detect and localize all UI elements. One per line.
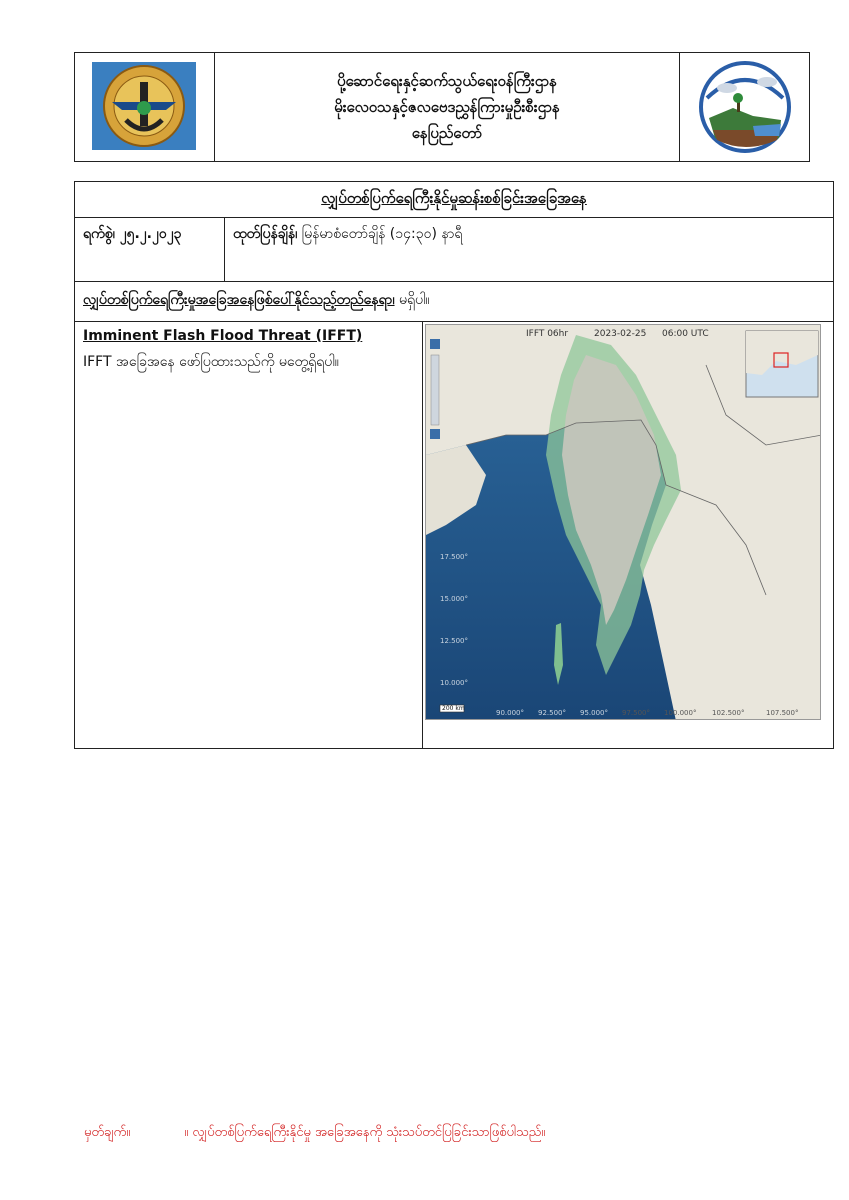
ifft-description-cell	[75, 322, 423, 748]
header-titles	[215, 53, 679, 161]
note-text: ။ လျှပ်တစ်ပြက်ရေကြီးနိုင်မှု အခြေအနေကို သုံးသပ်တင်ပြခြင်းသာဖြစ်ပါသည်။	[184, 1125, 546, 1140]
location-label: လျှပ်တစ်ပြက်ရေကြီးမှုအခြေအနေဖြစ်ပေါ်နိုင်သည့်တည်နေရာ၊	[83, 292, 395, 308]
ifft-row	[75, 322, 833, 748]
report-table	[74, 181, 834, 749]
issue-time-label: ထုတ်ပြန်ချိန်၊	[233, 226, 298, 242]
scale-bar-label: 200 km	[442, 705, 465, 712]
lon-tick: 97.500°	[622, 709, 650, 717]
lat-tick: 15.000°	[440, 595, 468, 603]
lon-tick: 107.500°	[766, 709, 799, 717]
report-title-row	[75, 182, 833, 218]
ifft-map	[425, 324, 821, 720]
city-name: နေပြည်တော်	[411, 124, 483, 142]
lon-tick: 90.000°	[496, 709, 524, 717]
map-layer-label: IFFT 06hr	[526, 329, 569, 339]
lon-tick: 102.500°	[712, 709, 745, 717]
ifft-map-graphic	[426, 325, 821, 720]
date-label: ရက်စွဲ၊	[83, 226, 115, 242]
department-name: မိုးလေဝသနှင့်ဇလဗေဒညွှန်ကြားမှုဦးစီးဌာန	[334, 98, 560, 116]
location-value: မရှိပါ။	[398, 292, 430, 308]
date-value: ၂၅.၂.၂၀၂၃	[119, 226, 182, 242]
hydrological-cycle-icon	[693, 58, 797, 156]
lon-tick: 92.500°	[538, 709, 566, 717]
ifft-map-cell	[423, 322, 833, 748]
map-time-label: 06:00 UTC	[662, 329, 709, 339]
lon-tick: 100.000°	[664, 709, 697, 717]
lat-tick: 12.500°	[440, 637, 468, 645]
issue-time-value: မြန်မာစံတော်ချိန် (၁၄:၃၀) နာရီ	[301, 226, 463, 242]
date-cell	[75, 218, 225, 281]
ministry-name: ပို့ဆောင်ရေးနှင့်ဆက်သွယ်ရေးဝန်ကြီးဌာန	[337, 72, 557, 90]
ifft-text: IFFT အခြေအနေ ဖော်ပြထားသည်ကို မတွေ့ရှိရပါ။	[83, 354, 339, 370]
department-seal-icon	[92, 62, 196, 150]
note-label: မှတ်ချက်။	[84, 1125, 131, 1140]
left-logo-cell	[75, 53, 215, 161]
footer-note	[84, 1124, 804, 1143]
lat-tick: 17.500°	[440, 553, 468, 561]
date-row	[75, 218, 833, 282]
lon-tick: 95.000°	[580, 709, 608, 717]
right-logo-cell	[679, 53, 809, 161]
ifft-heading: Imminent Flash Flood Threat (IFFT)	[83, 328, 363, 344]
location-row	[75, 282, 833, 322]
map-date-label: 2023-02-25	[594, 329, 647, 339]
report-title: လျှပ်တစ်ပြက်ရေကြီးနိုင်မှုဆန်းစစ်ခြင်းအခြေအနေ	[321, 188, 587, 207]
header-table	[74, 52, 810, 162]
lat-tick: 10.000°	[440, 679, 468, 687]
issue-time-cell	[225, 218, 833, 281]
